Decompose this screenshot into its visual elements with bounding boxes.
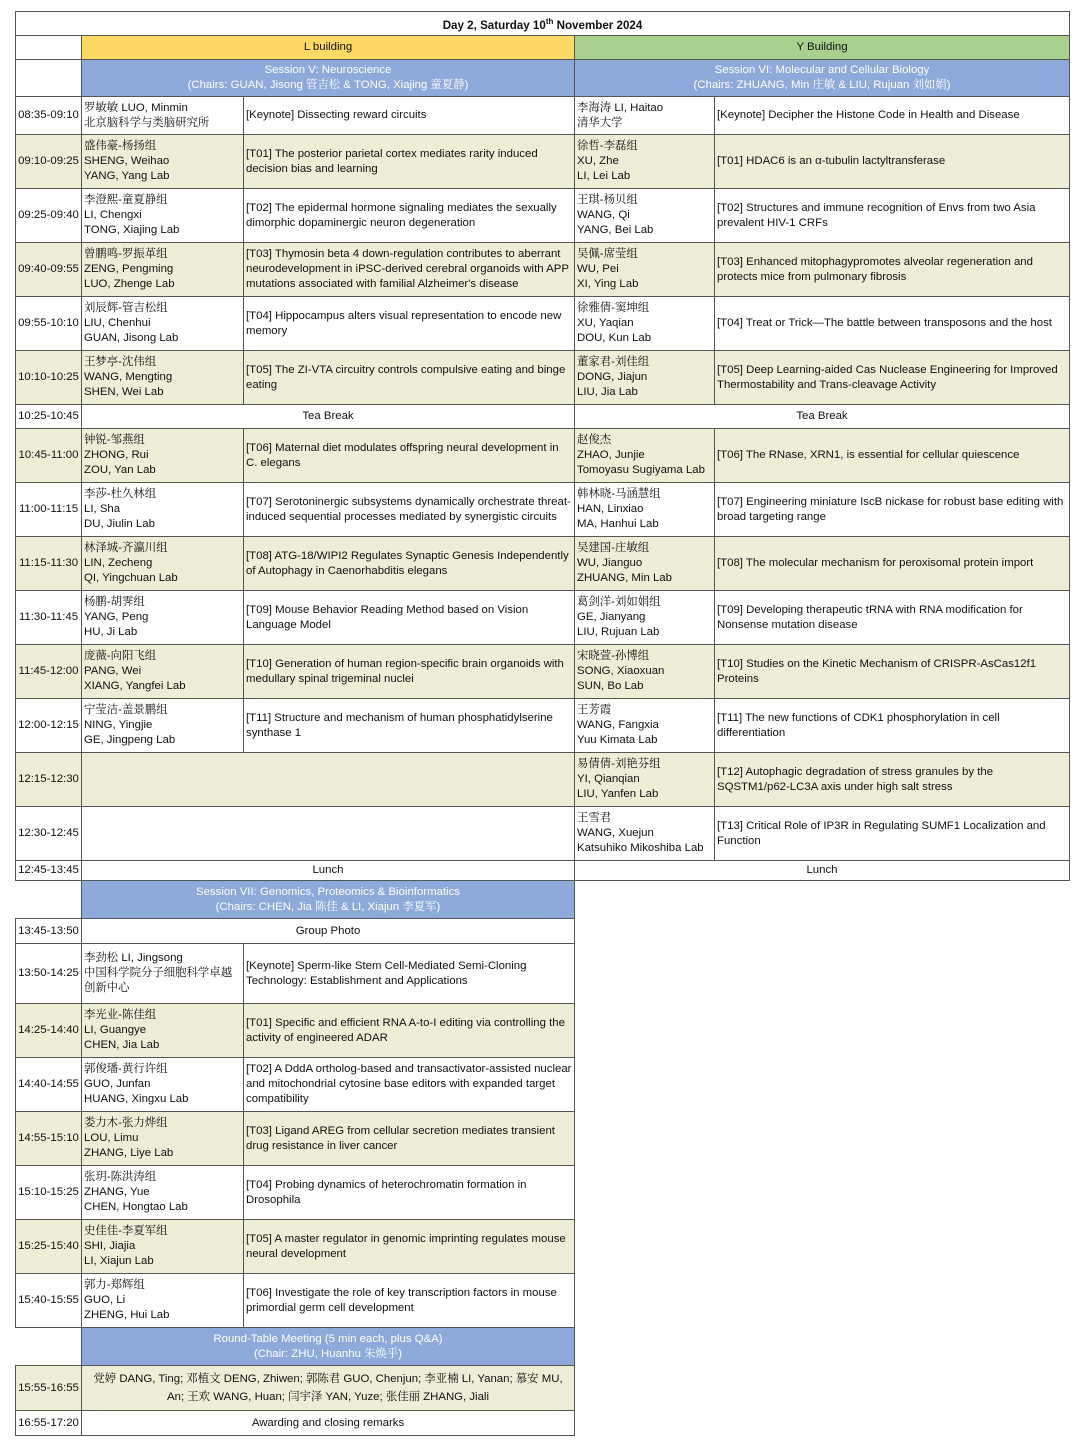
schedule-row: [16, 1274, 1070, 1328]
speaker-cell: 宋晓萱-孙博组 SONG, Xiaoxuan SUN, Bo Lab: [575, 645, 715, 699]
time-cell: 09:25-09:40: [16, 189, 82, 243]
blank-cell: [575, 944, 1070, 1004]
speaker-cell: 王梦亭-沈伟组 WANG, Mengting SHEN, Wei Lab: [82, 351, 244, 405]
talk-title: [T10] Generation of human region-specific brain organoids with medullary spinal trigeminal nuclei: [244, 645, 575, 699]
schedule-row: [16, 1112, 1070, 1166]
schedule-row: [16, 699, 1070, 753]
building-row: [16, 36, 1070, 60]
blank-cell: [16, 36, 82, 60]
roundtable-header-row: [16, 1328, 1070, 1366]
lunch-label: Lunch: [82, 861, 575, 881]
empty-slot: [82, 807, 575, 861]
day-title-row: [16, 12, 1070, 36]
schedule-row: [16, 297, 1070, 351]
speaker-cell: 郭力-郑辉组 GUO, Li ZHENG, Hui Lab: [82, 1274, 244, 1328]
roundtable-chairs: (Chair: ZHU, Huanhu 朱焕乎): [253, 1347, 403, 1360]
time-cell: 12:45-13:45: [16, 861, 82, 881]
time-cell: 11:00-11:15: [16, 483, 82, 537]
schedule-row: [16, 243, 1070, 297]
blank-cell: [575, 1366, 1070, 1411]
talk-title: [T06] The RNase, XRN1, is essential for cellular quiescence: [715, 429, 1070, 483]
talk-title: [T08] ATG-18/WIPI2 Regulates Synaptic Genesis Independently of Autophagy in Caenorhabditis elegans: [244, 537, 575, 591]
tea-break-label: Tea Break: [82, 405, 575, 429]
session-vii-row: [16, 881, 1070, 919]
talk-title: [T06] Maternal diet modulates offspring neural development in C. elegans: [244, 429, 575, 483]
talk-title: [T01] The posterior parietal cortex mediates rarity induced decision bias and learning: [244, 135, 575, 189]
speaker-cell: 吴建国-庄敏组 WU, Jianguo ZHUANG, Min Lab: [575, 537, 715, 591]
blank-cell: [16, 881, 82, 919]
talk-title: [T04] Treat or Trick—The battle between transposons and the host: [715, 297, 1070, 351]
speaker-cell: 吴佩-席莹组 WU, Pei XI, Ying Lab: [575, 243, 715, 297]
speaker-cell: 刘辰辉-管吉松组 LIU, Chenhui GUAN, Jisong Lab: [82, 297, 244, 351]
schedule-row: [16, 1058, 1070, 1112]
talk-title: [Keynote] Decipher the Histone Code in Health and Disease: [715, 97, 1070, 135]
talk-title: [T03] Thymosin beta 4 down-regulation contributes to aberrant neurodevelopment in iPSC-derived cerebral organoids with APP mutations associated with familial Alzheimer's disease: [244, 243, 575, 297]
time-cell: 08:35-09:10: [16, 97, 82, 135]
group-photo-label: Group Photo: [82, 919, 575, 944]
talk-title: [T02] A DddA ortholog-based and transactivator-assisted nuclear and mitochondrial cytosine base editors with expanded target compatibility: [244, 1058, 575, 1112]
talk-title: [T05] A master regulator in genomic imprinting regulates mouse neural development: [244, 1220, 575, 1274]
talk-title: [T07] Serotoninergic subsystems dynamically orchestrate threat-induced sequential processes mediated by synergistic circuits: [244, 483, 575, 537]
talk-title: [T11] The new functions of CDK1 phosphorylation in cell differentiation: [715, 699, 1070, 753]
talk-title: [T08] The molecular mechanism for peroxisomal protein import: [715, 537, 1070, 591]
blank-cell: [575, 881, 1070, 919]
schedule-row: [16, 944, 1070, 1004]
time-cell: 10:45-11:00: [16, 429, 82, 483]
blank-cell: [575, 1004, 1070, 1058]
time-cell: 13:50-14:25: [16, 944, 82, 1004]
speaker-cell: 罗敏敏 LUO, Minmin 北京脑科学与类脑研究所: [82, 97, 244, 135]
time-cell: 14:25-14:40: [16, 1004, 82, 1058]
closing-row: [16, 1411, 1070, 1436]
session-title: Session V: Neuroscience: [264, 64, 392, 76]
blank-cell: [16, 1328, 82, 1366]
empty-slot: [82, 753, 575, 807]
time-cell: 15:40-15:55: [16, 1274, 82, 1328]
schedule-row: [16, 591, 1070, 645]
blank-cell: [575, 1112, 1070, 1166]
session-v-header: [82, 60, 575, 97]
time-cell: 15:10-15:25: [16, 1166, 82, 1220]
speaker-cell: 史佳佳-李夏军组 SHI, Jiajia LI, Xiajun Lab: [82, 1220, 244, 1274]
blank-cell: [575, 1058, 1070, 1112]
time-cell: 11:45-12:00: [16, 645, 82, 699]
blank-cell: [575, 1166, 1070, 1220]
talk-title: [T02] Structures and immune recognition of Envs from two Asia prevalent HIV-1 CRFs: [715, 189, 1070, 243]
speaker-cell: 庞薇-向阳飞组 PANG, Wei XIANG, Yangfei Lab: [82, 645, 244, 699]
group-photo-row: [16, 919, 1070, 944]
time-cell: 12:00-12:15: [16, 699, 82, 753]
talk-title: [T10] Studies on the Kinetic Mechanism of CRISPR-AsCas12f1 Proteins: [715, 645, 1070, 699]
time-cell: 10:25-10:45: [16, 405, 82, 429]
speaker-cell: 宁莹洁-盖景鹏组 NING, Yingjie GE, Jingpeng Lab: [82, 699, 244, 753]
tea-break-label: Tea Break: [575, 405, 1070, 429]
roundtable-header: [82, 1328, 575, 1366]
roundtable-title: Round-Table Meeting (5 min each, plus Q&A): [213, 1332, 443, 1345]
speaker-cell: 郭俊璠-黄行许组 GUO, Junfan HUANG, Xingxu Lab: [82, 1058, 244, 1112]
session-title: Session VI: Molecular and Cellular Biology: [714, 64, 930, 76]
talk-title: [T03] Ligand AREG from cellular secretion mediates transient drug resistance in liver cancer: [244, 1112, 575, 1166]
talk-title: [T03] Enhanced mitophagypromotes alveolar regeneration and protects mice from pulmonary fibrosis: [715, 243, 1070, 297]
speaker-cell: 李澄熙-童夏静组 LI, Chengxi TONG, Xiajing Lab: [82, 189, 244, 243]
time-cell: 10:10-10:25: [16, 351, 82, 405]
session-chairs: (Chairs: CHEN, Jia 陈佳 & LI, Xiajun 李夏军): [215, 900, 441, 913]
speaker-cell: 葛剑洋-刘如娟组 GE, Jianyang LIU, Rujuan Lab: [575, 591, 715, 645]
time-cell: 14:55-15:10: [16, 1112, 82, 1166]
speaker-cell: 曾鹏鸣-罗振革组 ZENG, Pengming LUO, Zhenge Lab: [82, 243, 244, 297]
session-vi-header: [575, 60, 1070, 97]
session-chairs: (Chairs: ZHUANG, Min 庄敏 & LIU, Rujuan 刘如娟): [693, 79, 951, 91]
schedule-row: [16, 645, 1070, 699]
time-cell: 13:45-13:50: [16, 919, 82, 944]
lunch-row: [16, 861, 1070, 881]
schedule-row: [16, 807, 1070, 861]
day-title: Day 2, Saturday 10th November 2024: [16, 12, 1070, 36]
schedule-row: [16, 753, 1070, 807]
speaker-cell: 董家君-刘佳组 DONG, Jiajun LIU, Jia Lab: [575, 351, 715, 405]
speaker-cell: 张玥-陈洪涛组 ZHANG, Yue CHEN, Hongtao Lab: [82, 1166, 244, 1220]
closing-label: Awarding and closing remarks: [82, 1411, 575, 1436]
schedule-row: [16, 135, 1070, 189]
blank-cell: [575, 1328, 1070, 1366]
time-cell: 14:40-14:55: [16, 1058, 82, 1112]
talk-title: [T09] Developing therapeutic tRNA with RNA modification for Nonsense mutation disease: [715, 591, 1070, 645]
talk-title: [T04] Hippocampus alters visual representation to encode new memory: [244, 297, 575, 351]
speaker-cell: 杨鹏-胡霁组 YANG, Peng HU, Ji Lab: [82, 591, 244, 645]
speaker-cell: 娄力木-张力烨组 LOU, Limu ZHANG, Liye Lab: [82, 1112, 244, 1166]
session-title: Session VII: Genomics, Proteomics & Bioinformatics: [196, 885, 460, 898]
talk-title: [T06] Investigate the role of key transcription factors in mouse primordial germ cell development: [244, 1274, 575, 1328]
l-building-header: L building: [82, 36, 575, 60]
talk-title: [T02] The epidermal hormone signaling mediates the sexually dimorphic dopaminergic neuron degeneration: [244, 189, 575, 243]
speaker-cell: 李劲松 LI, Jingsong 中国科学院分子细胞科学卓越创新中心: [82, 944, 244, 1004]
blank-cell: [16, 60, 82, 97]
talk-title: [T09] Mouse Behavior Reading Method based on Vision Language Model: [244, 591, 575, 645]
roundtable-speakers: 党婷 DANG, Ting; 邓植文 DENG, Zhiwen; 郭陈君 GUO, Chenjun; 李亚楠 LI, Yanan; 慕安 MU, An; 王欢 WANG, Huan; 闫宇泽 YAN, Yuze; 张佳丽 ZHANG, Jiali: [82, 1366, 575, 1411]
speaker-cell: 徐哲-李磊组 XU, Zhe LI, Lei Lab: [575, 135, 715, 189]
speaker-cell: 易倩倩-刘艳芬组 YI, Qianqian LIU, Yanfen Lab: [575, 753, 715, 807]
talk-title: [T13] Critical Role of IP3R in Regulating SUMF1 Localization and Function: [715, 807, 1070, 861]
talk-title: [T04] Probing dynamics of heterochromatin formation in Drosophila: [244, 1166, 575, 1220]
blank-cell: [575, 919, 1070, 944]
talk-title: [T01] HDAC6 is an α-tubulin lactyltransferase: [715, 135, 1070, 189]
talk-title: [T05] The ZI-VTA circuitry controls compulsive eating and binge eating: [244, 351, 575, 405]
session-vii-header: [82, 881, 575, 919]
speaker-cell: 王芳霞 WANG, Fangxia Yuu Kimata Lab: [575, 699, 715, 753]
time-cell: 11:15-11:30: [16, 537, 82, 591]
speaker-cell: 韩林晓-马涵慧组 HAN, Linxiao MA, Hanhui Lab: [575, 483, 715, 537]
schedule-sheet: [15, 11, 1070, 1436]
time-cell: 12:15-12:30: [16, 753, 82, 807]
time-cell: 15:55-16:55: [16, 1366, 82, 1411]
schedule-row: [16, 537, 1070, 591]
session-chairs: (Chairs: GUAN, Jisong 管吉松 & TONG, Xiajing 童夏静): [187, 79, 469, 91]
speaker-cell: 林泽城-齐瀛川组 LIN, Zecheng QI, Yingchuan Lab: [82, 537, 244, 591]
talk-title: [T07] Engineering miniature IscB nickase for robust base editing with broad targeting range: [715, 483, 1070, 537]
schedule-table: [15, 11, 1070, 1436]
schedule-row: [16, 1166, 1070, 1220]
talk-title: [T12] Autophagic degradation of stress granules by the SQSTM1/p62-LC3A axis under high salt stress: [715, 753, 1070, 807]
blank-cell: [575, 1220, 1070, 1274]
time-cell: 09:10-09:25: [16, 135, 82, 189]
talk-title: [Keynote] Dissecting reward circuits: [244, 97, 575, 135]
speaker-cell: 李光业-陈佳组 LI, Guangye CHEN, Jia Lab: [82, 1004, 244, 1058]
time-cell: 09:55-10:10: [16, 297, 82, 351]
speaker-cell: 王雪君 WANG, Xuejun Katsuhiko Mikoshiba Lab: [575, 807, 715, 861]
speaker-cell: 赵俊杰 ZHAO, Junjie Tomoyasu Sugiyama Lab: [575, 429, 715, 483]
time-cell: 11:30-11:45: [16, 591, 82, 645]
talk-title: [Keynote] Sperm-like Stem Cell-Mediated Semi-Cloning Technology: Establishment and Applications: [244, 944, 575, 1004]
schedule-row: [16, 351, 1070, 405]
speaker-cell: 李莎-杜久林组 LI, Sha DU, Jiulin Lab: [82, 483, 244, 537]
time-cell: 16:55-17:20: [16, 1411, 82, 1436]
schedule-row: [16, 1220, 1070, 1274]
speaker-cell: 钟锐-邹燕组 ZHONG, Rui ZOU, Yan Lab: [82, 429, 244, 483]
talk-title: [T05] Deep Learning-aided Cas Nuclease Engineering for Improved Thermostability and Trans-cleavage Activity: [715, 351, 1070, 405]
schedule-row: [16, 405, 1070, 429]
lunch-label: Lunch: [575, 861, 1070, 881]
time-cell: 12:30-12:45: [16, 807, 82, 861]
schedule-row: [16, 483, 1070, 537]
schedule-row: [16, 1004, 1070, 1058]
speaker-cell: 王琪-杨贝组 WANG, Qi YANG, Bei Lab: [575, 189, 715, 243]
speaker-cell: 盛伟豪-杨扬组 SHENG, Weihao YANG, Yang Lab: [82, 135, 244, 189]
roundtable-row: [16, 1366, 1070, 1411]
speaker-cell: 李海涛 LI, Haitao 清华大学: [575, 97, 715, 135]
talk-title: [T11] Structure and mechanism of human phosphatidylserine synthase 1: [244, 699, 575, 753]
time-cell: 09:40-09:55: [16, 243, 82, 297]
speaker-cell: 徐雅倩-窦坤组 XU, Yaqian DOU, Kun Lab: [575, 297, 715, 351]
time-cell: 15:25-15:40: [16, 1220, 82, 1274]
blank-cell: [575, 1411, 1070, 1436]
session-header-row: [16, 60, 1070, 97]
schedule-row: [16, 429, 1070, 483]
y-building-header: Y Building: [575, 36, 1070, 60]
schedule-row: [16, 189, 1070, 243]
schedule-row: [16, 97, 1070, 135]
talk-title: [T01] Specific and efficient RNA A-to-I editing via controlling the activity of engineered ADAR: [244, 1004, 575, 1058]
blank-cell: [575, 1274, 1070, 1328]
